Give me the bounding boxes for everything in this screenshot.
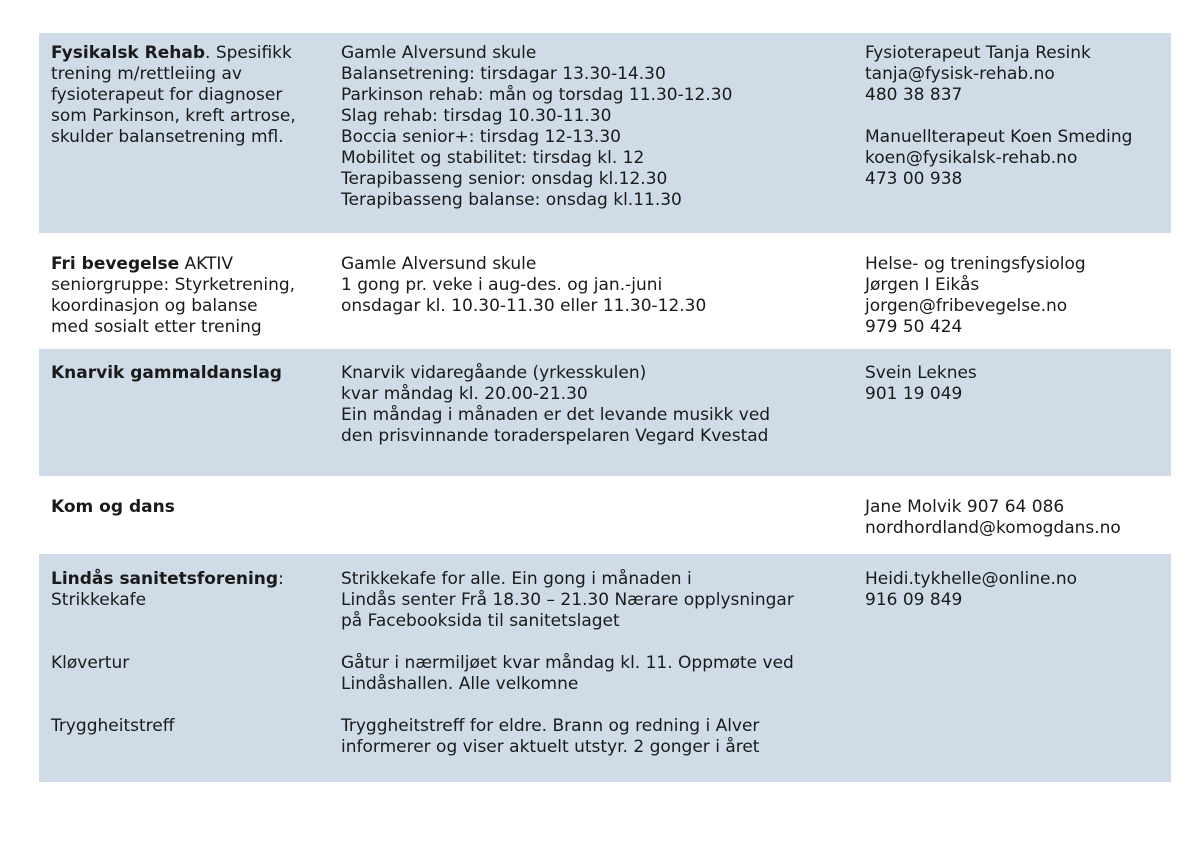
place-text: på Facebooksida til sanitetslaget (341, 611, 620, 631)
activity-title: Fysikalsk Rehab (51, 43, 206, 63)
contact-text: Fysioterapeut Tanja Resink (865, 43, 1091, 63)
place-text: onsdagar kl. 10.30-11.30 eller 11.30-12.30 (341, 296, 707, 316)
activity-text: som Parkinson, kreft artrose, (51, 106, 296, 126)
contact-text: Jane Molvik 907 64 086 (865, 497, 1065, 517)
activity-text: med sosialt etter trening (51, 317, 262, 337)
activity-title: Kom og dans (51, 497, 175, 517)
sub-activity: Kløvertur (51, 653, 130, 673)
spacer (51, 695, 329, 716)
place-text: kvar måndag kl. 20.00-21.30 (341, 384, 588, 404)
table-row (39, 479, 1171, 554)
contact-cell (855, 363, 1171, 476)
table-row (39, 349, 1171, 479)
place-cell (329, 254, 855, 346)
activity-text: fysioterapeut for diagnoser (51, 85, 283, 105)
contact-email[interactable]: tanja@fysisk-rehab.no (865, 64, 1055, 84)
place-text: informerer og viser aktuelt utstyr. 2 gonger i året (341, 737, 760, 757)
place-text: 1 gong pr. veke i aug-des. og jan.-juni (341, 275, 663, 295)
contact-phone: 480 38 837 (865, 85, 963, 105)
activity-text: koordinasjon og balanse (51, 296, 258, 316)
place-text: Mobilitet og stabilitet: tirsdag kl. 12 (341, 148, 645, 168)
table-row (39, 33, 1171, 236)
place-text: Terapibasseng senior: onsdag kl.12.30 (341, 169, 668, 189)
spacer (51, 611, 329, 632)
activity-title: Knarvik gammaldanslag (51, 363, 282, 383)
place-text: Strikkekafe for alle. Ein gong i månaden i (341, 569, 692, 589)
contact-text: Jørgen I Eikås (865, 275, 980, 295)
activity-cell (39, 363, 329, 476)
contact-cell (855, 43, 1171, 233)
place-text: Gamle Alversund skule (341, 43, 537, 63)
activity-text: trening m/rettleiing av (51, 64, 242, 84)
place-text: Gåtur i nærmiljøet kvar måndag kl. 11. Oppmøte ved (341, 653, 794, 673)
activity-title: Lindås sanitetsforening (51, 569, 279, 589)
activity-text: skulder balansetrening mfl. (51, 127, 284, 147)
contact-cell (855, 254, 1171, 346)
contact-text: Helse- og treningsfysiolog (865, 254, 1086, 274)
contact-email[interactable]: jorgen@fribevegelse.no (865, 296, 1068, 316)
activity-cell (39, 497, 329, 551)
activity-cell (39, 43, 329, 233)
contact-text: Svein Leknes (865, 363, 977, 383)
activity-text: : (278, 569, 284, 589)
place-text: Tryggheitstreff for eldre. Brann og redning i Alver (341, 716, 760, 736)
place-text: Lindåshallen. Alle velkomne (341, 674, 579, 694)
place-text: Lindås senter Frå 18.30 – 21.30 Nærare opplysningar (341, 590, 794, 610)
activity-text: seniorgruppe: Styrketrening, (51, 275, 296, 295)
place-text: Parkinson rehab: mån og torsdag 11.30-12.30 (341, 85, 733, 105)
table-row (39, 236, 1171, 349)
place-text: Slag rehab: tirsdag 10.30-11.30 (341, 106, 612, 126)
contact-text: Manuellterapeut Koen Smeding (865, 127, 1133, 147)
contact-email[interactable]: Heidi.tykhelle@online.no (865, 569, 1078, 589)
place-cell (329, 43, 855, 233)
activity-cell (39, 569, 329, 782)
spacer (341, 695, 855, 716)
spacer (341, 632, 855, 653)
place-cell (329, 569, 855, 782)
contact-phone: 979 50 424 (865, 317, 963, 337)
place-cell (329, 497, 855, 551)
contact-phone: 473 00 938 (865, 169, 963, 189)
spacer (51, 632, 329, 653)
contact-phone: 916 09 849 (865, 590, 963, 610)
activity-text: . Spesifikk (205, 43, 292, 63)
spacer (865, 106, 1171, 127)
contact-email[interactable]: nordhordland@komogdans.no (865, 518, 1121, 538)
sub-activity: Tryggheitstreff (51, 716, 175, 736)
place-text: den prisvinnande toraderspelaren Vegard Kvestad (341, 426, 769, 446)
table-row (39, 554, 1171, 782)
activity-title: Fri bevegelse (51, 254, 180, 274)
spacer (51, 674, 329, 695)
place-text: Terapibasseng balanse: onsdag kl.11.30 (341, 190, 682, 210)
contact-phone: 901 19 049 (865, 384, 963, 404)
place-cell (329, 363, 855, 476)
activity-cell (39, 254, 329, 346)
contact-email[interactable]: koen@fysikalsk-rehab.no (865, 148, 1078, 168)
activity-text: AKTIV (179, 254, 234, 274)
place-text: Ein måndag i månaden er det levande musikk ved (341, 405, 771, 425)
activity-text: Strikkekafe (51, 590, 147, 610)
place-text: Knarvik vidaregåande (yrkesskulen) (341, 363, 647, 383)
contact-cell (855, 569, 1171, 782)
place-text: Balansetrening: tirsdagar 13.30-14.30 (341, 64, 666, 84)
activity-table (39, 33, 1171, 782)
place-text: Boccia senior+: tirsdag 12-13.30 (341, 127, 621, 147)
place-text: Gamle Alversund skule (341, 254, 537, 274)
contact-cell (855, 497, 1171, 551)
